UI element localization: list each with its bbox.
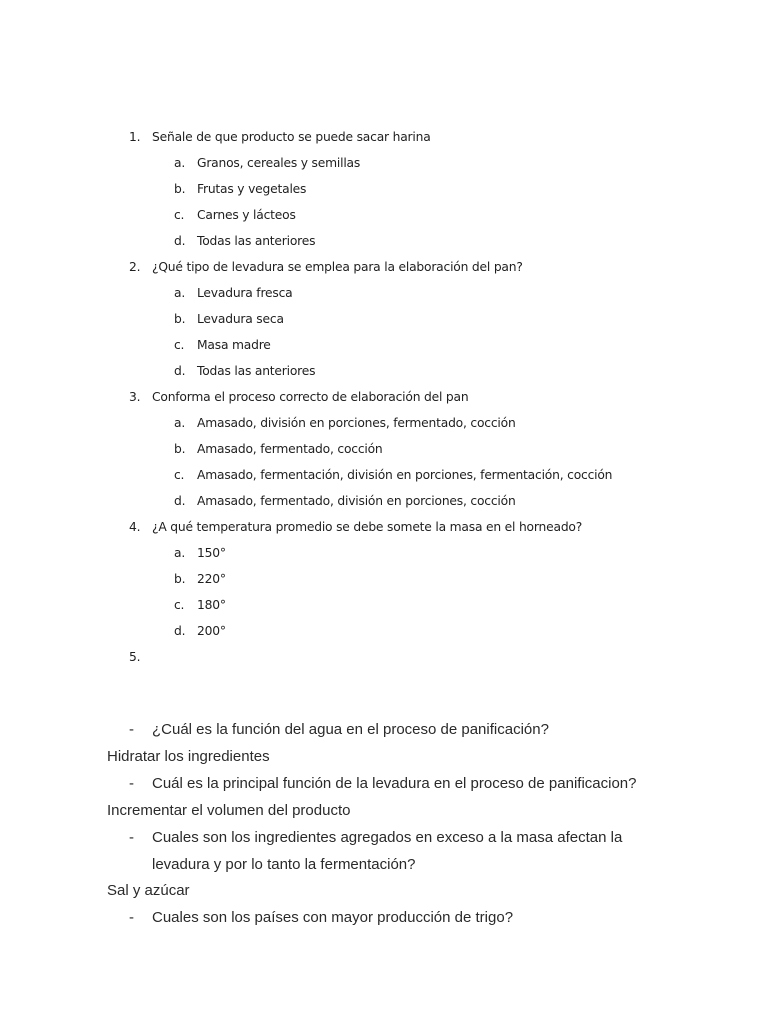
option-text: Todas las anteriores [197, 234, 316, 248]
qa-question-text: Cuales son los países con mayor producción de trigo? [152, 909, 514, 926]
qa-question-3-continued: levadura y por lo tanto la fermentación? [152, 856, 416, 873]
qa-question-4 [129, 908, 513, 928]
option-text: Carnes y lácteos [197, 208, 296, 222]
option-letter: c. [174, 338, 185, 352]
option-letter: b. [174, 182, 186, 196]
dash-bullet: - [129, 775, 134, 792]
question-3 [129, 389, 468, 405]
option-text: Granos, cereales y semillas [197, 156, 361, 170]
question-number: 1. [129, 130, 141, 144]
option-3c [174, 467, 612, 483]
option-letter: a. [174, 416, 186, 430]
option-text: Amasado, fermentación, división en porciones, fermentación, cocción [197, 468, 613, 482]
option-letter: d. [174, 624, 186, 638]
question-text: ¿A qué temperatura promedio se debe somete la masa en el horneado? [152, 520, 583, 534]
option-text: 180° [197, 598, 226, 612]
option-text: Todas las anteriores [197, 364, 316, 378]
option-4c [174, 597, 226, 613]
option-letter: a. [174, 286, 186, 300]
qa-answer-3: Sal y azúcar [107, 882, 190, 899]
option-text: Amasado, división en porciones, fermentado, cocción [197, 416, 516, 430]
option-text: 220° [197, 572, 226, 586]
option-4b [174, 571, 226, 587]
option-4d [174, 623, 226, 639]
question-5 [129, 649, 152, 665]
question-number: 3. [129, 390, 141, 404]
option-letter: d. [174, 234, 186, 248]
dash-bullet: - [129, 829, 134, 846]
option-3d [174, 493, 516, 509]
option-letter: d. [174, 494, 186, 508]
qa-question-text: ¿Cuál es la función del agua en el proceso de panificación? [152, 721, 549, 738]
option-letter: b. [174, 312, 186, 326]
option-letter: a. [174, 156, 186, 170]
option-text: Levadura seca [197, 312, 284, 326]
option-3a [174, 415, 516, 431]
option-letter: a. [174, 546, 186, 560]
qa-question-1 [129, 720, 549, 740]
qa-question-2 [129, 774, 636, 794]
option-letter: b. [174, 442, 186, 456]
option-text: 200° [197, 624, 226, 638]
option-letter: d. [174, 364, 186, 378]
question-number: 4. [129, 520, 141, 534]
option-letter: c. [174, 208, 185, 222]
question-2 [129, 259, 523, 275]
option-2b [174, 311, 284, 327]
option-text: Frutas y vegetales [197, 182, 307, 196]
dash-bullet: - [129, 909, 134, 926]
qa-question-3 [129, 828, 622, 848]
option-letter: b. [174, 572, 186, 586]
option-2d [174, 363, 315, 379]
option-text: Amasado, fermentado, división en porciones, cocción [197, 494, 516, 508]
qa-question-text: Cuales son los ingredientes agregados en exceso a la masa afectan la [152, 829, 623, 846]
question-number: 2. [129, 260, 141, 274]
question-text: Conforma el proceso correcto de elaboración del pan [152, 390, 469, 404]
option-2c [174, 337, 271, 353]
dash-bullet: - [129, 721, 134, 738]
option-text: Levadura fresca [197, 286, 293, 300]
option-letter: c. [174, 468, 185, 482]
option-4a [174, 545, 226, 561]
qa-answer-2: Incrementar el volumen del producto [107, 802, 351, 819]
qa-question-text: Cuál es la principal función de la levadura en el proceso de panificacion? [152, 775, 637, 792]
option-1d [174, 233, 315, 249]
question-text: ¿Qué tipo de levadura se emplea para la elaboración del pan? [152, 260, 523, 274]
option-1b [174, 181, 306, 197]
option-2a [174, 285, 293, 301]
question-1 [129, 129, 431, 145]
option-text: Amasado, fermentado, cocción [197, 442, 383, 456]
option-text: Masa madre [197, 338, 271, 352]
option-3b [174, 441, 383, 457]
question-4 [129, 519, 582, 535]
qa-answer-1: Hidratar los ingredientes [107, 748, 270, 765]
option-1a [174, 155, 360, 171]
option-text: 150° [197, 546, 226, 560]
option-1c [174, 207, 296, 223]
question-number: 5. [129, 650, 141, 664]
option-letter: c. [174, 598, 185, 612]
question-text: Señale de que producto se puede sacar harina [152, 130, 431, 144]
